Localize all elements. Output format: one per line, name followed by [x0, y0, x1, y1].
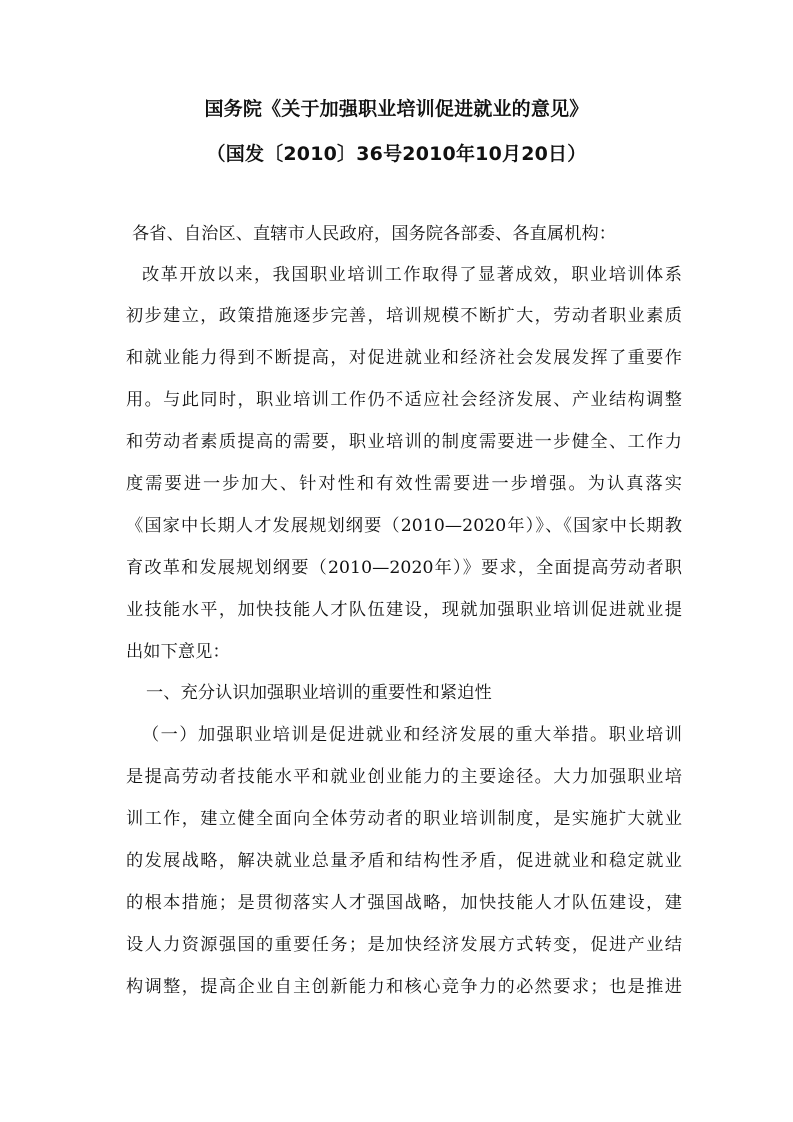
paragraph-line: 是提高劳动者技能水平和就业创业能力的主要途径。大力加强职业培 [126, 767, 682, 787]
paragraph-line: 度需要进一步加大、针对性和有效性需要进一步增强。为认真落实 [126, 474, 682, 494]
paragraph-line: 构调整，提高企业自主创新能力和核心竞争力的必然要求；也是推进 [126, 977, 682, 997]
paragraph-line: 育改革和发展规划纲要（2010—2020年）》要求，全面提高劳动者职 [126, 558, 682, 578]
paragraph-line: 初步建立，政策措施逐步完善，培训规模不断扩大，劳动者职业素质 [126, 306, 682, 326]
paragraph-line: 设人力资源强国的重要任务；是加快经济发展方式转变，促进产业结 [126, 935, 682, 955]
paragraph-line: 的根本措施；是贯彻落实人才强国战略，加快技能人才队伍建设，建 [126, 893, 682, 913]
paragraph-line: 业技能水平，加快技能人才队伍建设，现就加强职业培训促进就业提 [126, 600, 682, 620]
document-subtitle: （国发〔2010〕36号2010年10月20日） [206, 143, 587, 165]
paragraph-line: （一）加强职业培训是促进就业和经济发展的重大举措。职业培训 [142, 725, 682, 745]
paragraph-line: 训工作，建立健全面向全体劳动者的职业培训制度，是实施扩大就业 [126, 809, 682, 829]
paragraph-line: 改革开放以来，我国职业培训工作取得了显著成效，职业培训体系 [142, 265, 682, 285]
paragraph-line: 用。与此同时，职业培训工作仍不适应社会经济发展、产业结构调整 [126, 390, 682, 410]
document-title: 国务院《关于加强职业培训促进就业的意见》 [204, 98, 589, 120]
paragraph-line: 出如下意见： [126, 642, 230, 662]
paragraph-line: 《国家中长期人才发展规划纲要（2010—2020年）》、《国家中长期教 [126, 516, 682, 536]
paragraph-line: 和就业能力得到不断提高，对促进就业和经济社会发展发挥了重要作 [126, 348, 682, 368]
paragraph-line: 的发展战略，解决就业总量矛盾和结构性矛盾，促进就业和稳定就业 [126, 851, 682, 871]
salutation-line: 各省、自治区、直辖市人民政府，国务院各部委、各直属机构： [132, 224, 617, 244]
section-heading: 一、充分认识加强职业培训的重要性和紧迫性 [146, 683, 492, 703]
paragraph-line: 和劳动者素质提高的需要，职业培训的制度需要进一步健全、工作力 [126, 432, 682, 452]
